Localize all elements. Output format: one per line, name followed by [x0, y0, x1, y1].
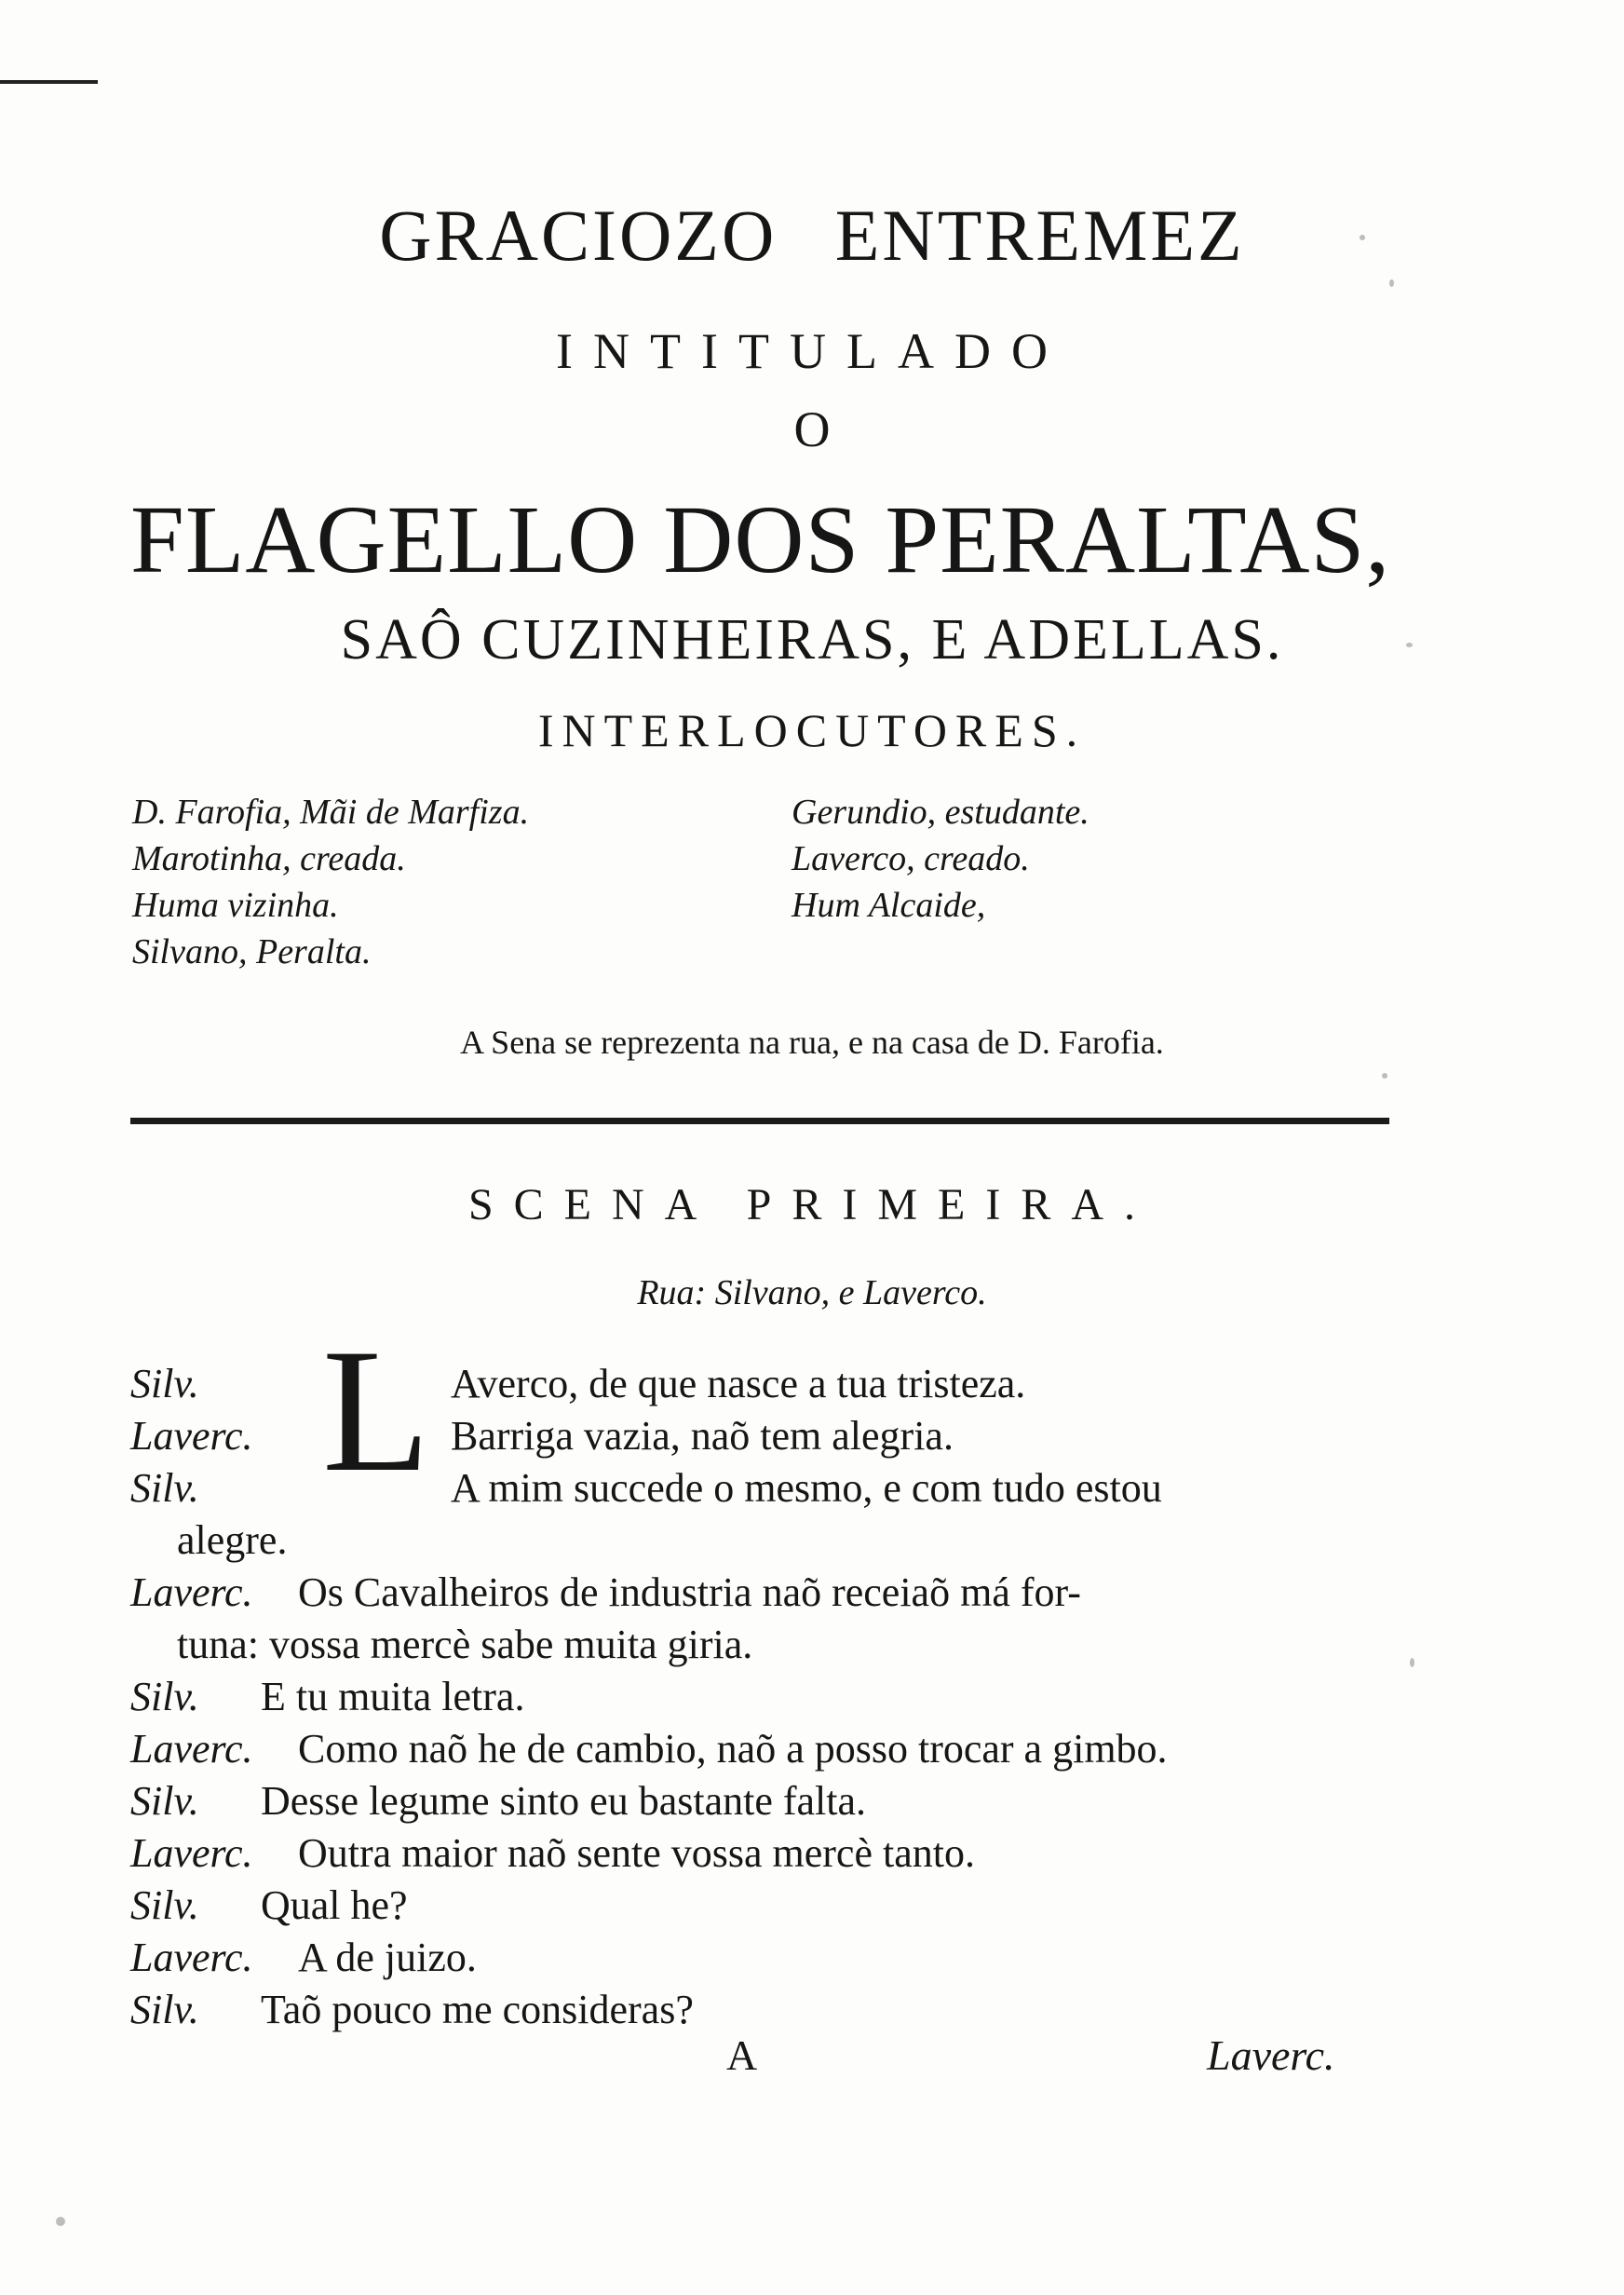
dialogue-text-13: Taõ pouco me consideras?: [261, 1987, 694, 2032]
scene-place: Rua: Silvano, e Laverco.: [637, 1273, 987, 1312]
dialogue-text-3: A mim succede o mesmo, e com tudo estou: [451, 1465, 1162, 1511]
dialogue-speaker-5: Laverc.: [130, 1569, 253, 1615]
divider-rule: [130, 1118, 1389, 1124]
character-left-3: Huma vizinha.: [132, 886, 339, 925]
dialogue-speaker-1: Silv.: [130, 1361, 199, 1406]
title-line-3: O: [793, 401, 831, 457]
dialogue-text-7: E tu muita letra.: [261, 1674, 525, 1719]
dialogue-speaker-13: Silv.: [130, 1987, 199, 2032]
dialogue-speaker-12: Laverc.: [130, 1935, 253, 1980]
dialogue-text-1: Averco, de que nasce a tua tristeza.: [451, 1361, 1026, 1406]
title-line-1: GRACIOZO ENTREMEZ: [379, 195, 1245, 276]
character-right-3: Hum Alcaide,: [792, 886, 986, 925]
signature-mark: A: [726, 2031, 758, 2079]
corner-mark: [0, 80, 98, 84]
title-line-5: SAÔ CUZINHEIRAS, E ADELLAS.: [340, 608, 1284, 672]
scene-note: A Sena se reprezenta na rua, e na casa de D. Farofia.: [460, 1024, 1164, 1061]
character-left-1: D. Farofia, Mãi de Marfiza.: [132, 793, 530, 832]
dialogue-speaker-2: Laverc.: [130, 1413, 253, 1459]
scan-speck: [1410, 1658, 1414, 1667]
character-right-1: Gerundio, estudante.: [792, 793, 1089, 832]
dialogue-speaker-3: Silv.: [130, 1465, 199, 1511]
character-right-2: Laverco, creado.: [792, 839, 1030, 878]
title-line-6: INTERLOCUTORES.: [537, 704, 1087, 756]
dialogue-text-4: alegre.: [177, 1517, 288, 1563]
dialogue-speaker-8: Laverc.: [130, 1726, 253, 1772]
title-line-2: INTITULADO: [556, 323, 1068, 379]
dialogue-text-8: Como naõ he de cambio, naõ a posso trocar a gimbo.: [298, 1726, 1168, 1772]
dialogue-speaker-7: Silv.: [130, 1674, 199, 1719]
dialogue-text-2: Barriga vazia, naõ tem alegria.: [451, 1413, 954, 1459]
dialogue-text-10: Outra maior naõ sente vossa mercè tanto.: [298, 1830, 975, 1876]
dialogue-text-12: A de juizo.: [298, 1935, 477, 1980]
scan-speck: [1382, 1073, 1387, 1079]
catchword: Laverc.: [1207, 2031, 1335, 2079]
dialogue-text-9: Desse legume sinto eu bastante falta.: [261, 1778, 867, 1824]
dialogue-speaker-10: Laverc.: [130, 1830, 253, 1876]
scan-speck: [1389, 279, 1394, 287]
dialogue-text-6: tuna: vossa mercè sabe muita giria.: [177, 1622, 753, 1667]
character-left-2: Marotinha, creada.: [132, 839, 406, 878]
scan-speck: [1360, 235, 1365, 240]
title-line-4: FLAGELLO DOS PERALTAS,: [130, 486, 1391, 593]
character-left-4: Silvano, Peralta.: [132, 932, 372, 971]
dialogue-speaker-9: Silv.: [130, 1778, 199, 1824]
dialogue-text-11: Qual he?: [261, 1882, 408, 1928]
scan-speck: [56, 2217, 65, 2226]
dialogue-speaker-11: Silv.: [130, 1882, 199, 1928]
dialogue-text-5: Os Cavalheiros de industria naõ receiaõ má for-: [298, 1569, 1081, 1615]
scene-title: SCENA PRIMEIRA.: [467, 1180, 1157, 1229]
drop-cap: L: [322, 1313, 431, 1509]
scan-speck: [1406, 643, 1413, 647]
